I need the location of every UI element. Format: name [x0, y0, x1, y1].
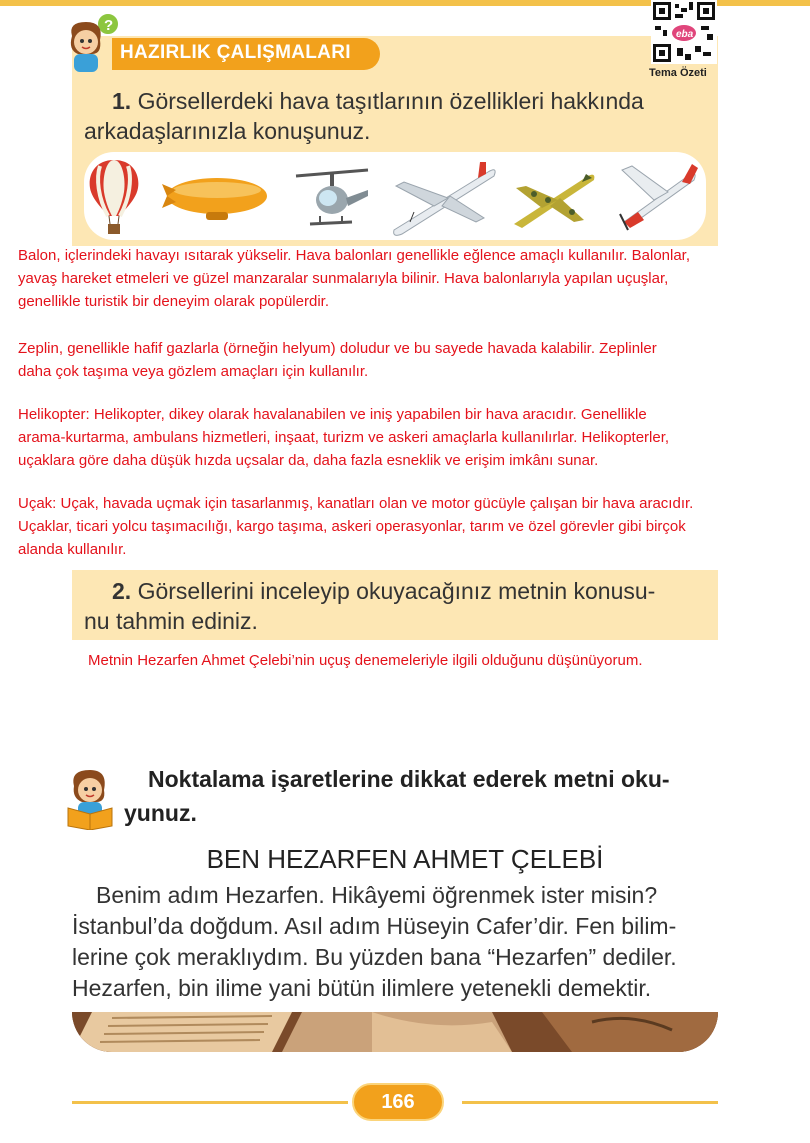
reading-instruction — [124, 762, 724, 830]
story-line: İstanbul’da doğdum. Asıl adım Hüseyin Cafer’dir. Fen bilim- — [72, 913, 677, 939]
page-number: 166 — [352, 1083, 444, 1121]
fighter-jet-icon — [512, 168, 598, 230]
hot-air-balloon-icon — [86, 158, 142, 236]
qr-code-icon — [651, 0, 717, 64]
reading-instruction-line1: Noktalama işaretlerine dikkat ederek metni oku- — [148, 766, 670, 792]
answer-line: genellikle turistik bir deneyim olarak popülerdir. — [18, 293, 329, 310]
qr-label: Tema Özeti — [649, 67, 707, 79]
propeller-plane-icon — [618, 162, 702, 232]
section-header-title: HAZIRLIK ÇALIŞMALARI — [120, 42, 351, 63]
answer-line: Balon, içlerindeki havayı ısıtarak yükselir. Hava balonları genellikle eğlence amaçlı kullanılır. Balonlar, — [18, 247, 691, 264]
story-line: lerine çok meraklıydım. Bu yüzden bana “Hezarfen” dediler. — [72, 944, 677, 970]
answer-line: uçaklara göre daha düşük hızda uçsalar da, daha fazla esneklik ve erişim imkânı sunar. — [18, 452, 599, 469]
answer-balloon — [18, 244, 808, 313]
reading-instruction-line2: yunuz. — [124, 800, 197, 826]
question-1-line2: arkadaşlarınızla konuşunuz. — [84, 118, 371, 144]
mascot-question-icon — [58, 10, 124, 76]
story-body — [72, 880, 718, 1004]
aircraft-image-strip — [84, 152, 706, 240]
answer-airplane — [18, 492, 808, 561]
helicopter-icon — [292, 166, 372, 232]
mascot-reading-icon — [60, 764, 124, 830]
story-title: BEN HEZARFEN AHMET ÇELEBİ — [206, 844, 604, 874]
answer-zeppelin — [18, 337, 808, 383]
question-2-line1: Görsellerini inceleyip okuyacağınız metnin konusu- — [137, 578, 656, 604]
question-2-line2: nu tahmin ediniz. — [84, 608, 258, 634]
story-line: Benim adım Hezarfen. Hikâyemi öğrenmek ister misin? — [96, 882, 658, 908]
question-2 — [84, 576, 706, 636]
question-1-line1: Görsellerdeki hava taşıtlarının özellikleri hakkında — [137, 88, 644, 114]
story-illustration-art — [72, 1012, 718, 1052]
answer-line: Helikopter: Helikopter, dikey olarak havalanabilen ve iniş yapabilen bir hava aracıdır. Genellikle — [18, 406, 647, 423]
airliner-icon — [390, 160, 500, 238]
zeppelin-icon — [162, 176, 272, 224]
question-1-number: 1. — [112, 88, 132, 114]
question-2-number: 2. — [112, 578, 132, 604]
svg-text:?: ? — [104, 17, 114, 34]
answer-line: arama-kurtarma, ambulans hizmetleri, inşaat, turizm ve askeri amaçlarla kullanılırlar. Helikopterler, — [18, 429, 670, 446]
answer-line: Uçaklar, ticari yolcu taşımacılığı, kargo taşıma, askeri operasyonlar, tarım ve özel görevler gibi birçok — [18, 518, 686, 535]
svg-text:eba: eba — [676, 29, 694, 40]
answer-line: yavaş hareket etmeleri ve güzel manzaralar sunmalarıyla bilinir. Hava balonlarıyla yapılan uçuşlar, — [18, 270, 669, 287]
story-line: Hezarfen, bin ilime yani bütün ilimlere yetenekli demektir. — [72, 975, 652, 1001]
answer-line: Zeplin, genellikle hafif gazlarla (örneğin helyum) doludur ve bu sayede havada kalabilir. Zeplinler — [18, 340, 657, 357]
answer-line: alanda kullanılır. — [18, 541, 127, 558]
answer-line: daha çok taşıma veya gözlem amaçları için kullanılır. — [18, 363, 369, 380]
qr-code[interactable] — [651, 0, 717, 64]
question-1 — [84, 86, 706, 146]
footer-line-left — [72, 1101, 348, 1104]
answer-helicopter — [18, 403, 808, 472]
answer-line: Uçak: Uçak, havada uçmak için tasarlanmış, kanatları olan ve motor gücüyle çalışan bir hava aracıdır. — [18, 495, 694, 512]
answer-2: Metnin Hezarfen Ahmet Çelebi’nin uçuş denemeleriyle ilgili olduğunu düşünüyorum. — [88, 652, 643, 669]
story-illustration — [72, 1012, 718, 1052]
footer-line-right — [462, 1101, 718, 1104]
